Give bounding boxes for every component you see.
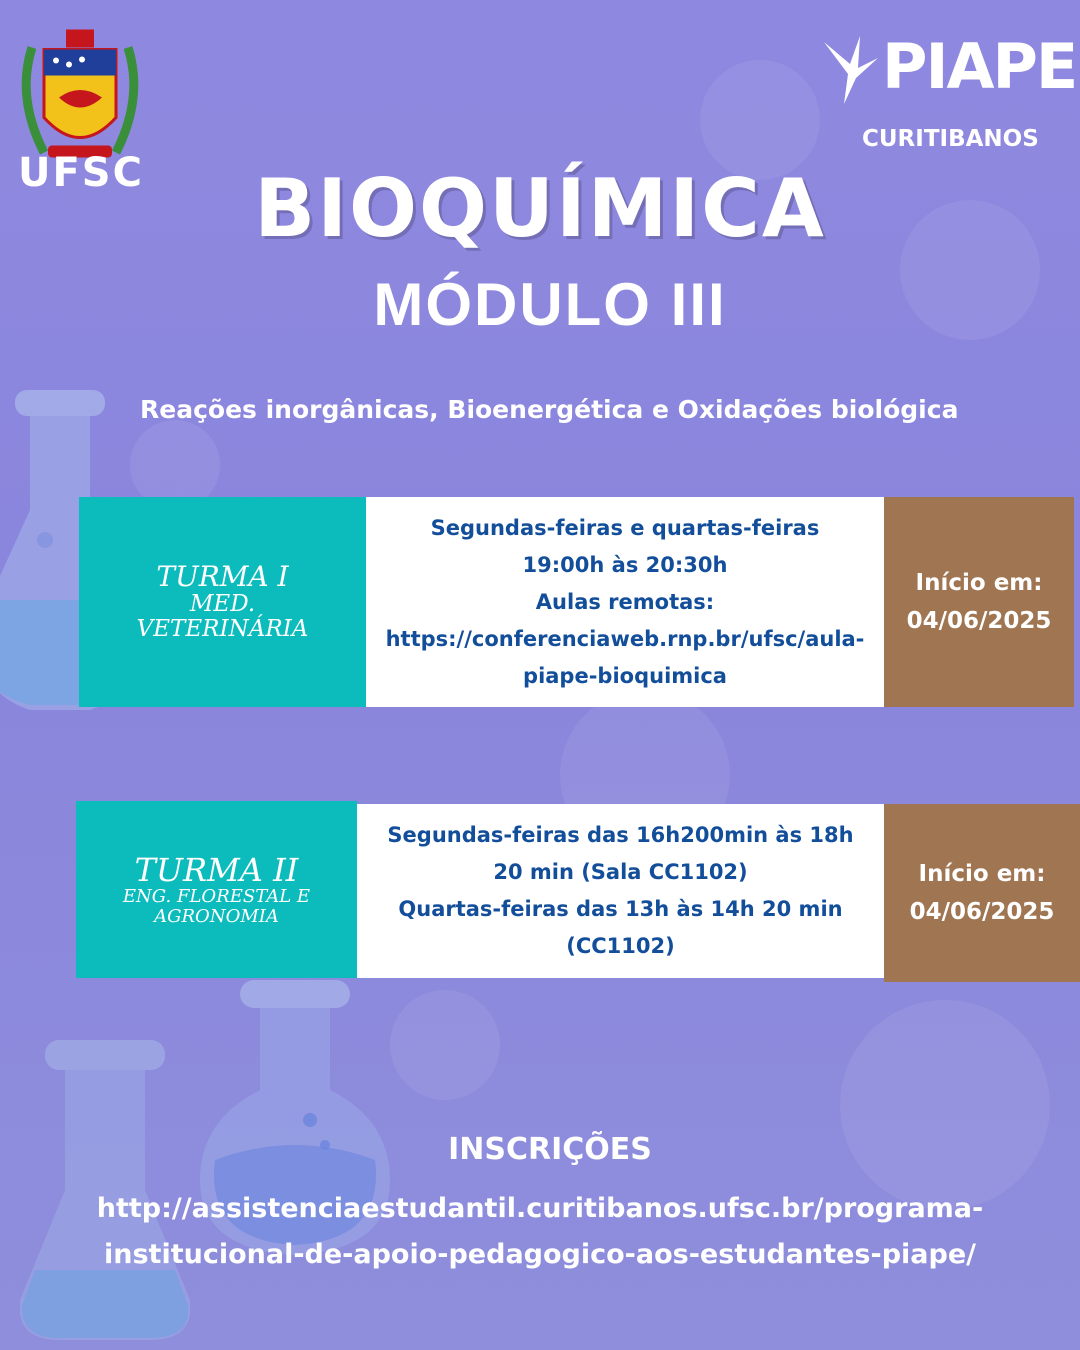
registration-url-line2[interactable]: institucional-de-apoio-pedagogico-aos-estudantes-piape/ — [103, 1239, 977, 1270]
piape-logo-text: PIAPE — [882, 30, 1077, 103]
registration-link[interactable] — [0, 1186, 1080, 1278]
turma-2-start-cell — [884, 804, 1080, 982]
turma-1-start-date: 04/06/2025 — [906, 608, 1052, 634]
turma-1-name: TURMA I — [156, 560, 289, 593]
turma-1-schedule-cell — [366, 497, 884, 707]
turma-2-name-cell — [76, 801, 357, 978]
ufsc-logo-text: UFSC — [18, 150, 144, 196]
module-topics: Reações inorgânicas, Bioenergética e Oxidações biológica — [140, 395, 959, 424]
piape-bird-icon — [820, 34, 882, 104]
turma-1-course-line2: VETERINÁRIA — [136, 616, 309, 642]
turma-2-start-label: Início em: — [918, 861, 1046, 887]
turma-1-remote-link[interactable]: piape-bioquimica — [523, 663, 727, 688]
module-subtitle: MÓDULO III — [373, 271, 727, 338]
registration-heading: INSCRIÇÕES — [448, 1132, 652, 1167]
turma-2-schedule-cell — [357, 804, 884, 978]
piape-logo — [820, 30, 1077, 105]
turma-2-course-line1: ENG. FLORESTAL E — [122, 885, 311, 907]
turma-2-start-date: 04/06/2025 — [909, 899, 1055, 925]
background-bubble — [390, 990, 500, 1100]
piape-location: CURITIBANOS — [862, 126, 1039, 152]
background-bubble — [840, 1000, 1050, 1210]
turma-1-course-line1: MED. — [189, 591, 256, 617]
turma-1-start-label: Início em: — [915, 570, 1043, 596]
turma-2-course-line2: AGRONOMIA — [154, 905, 279, 927]
turma-1-start-cell — [884, 497, 1074, 707]
turma-2-schedule-line: Segundas-feiras das 16h200min às 18h — [387, 823, 854, 847]
turma-1-remote-link[interactable]: https://conferenciaweb.rnp.br/ufsc/aula- — [385, 626, 865, 651]
turma-2-schedule-line: (CC1102) — [566, 934, 675, 958]
turma-2-name: TURMA II — [134, 850, 299, 889]
registration-url-line1[interactable]: http://assistenciaestudantil.curitibanos.ufsc.br/programa- — [96, 1193, 984, 1224]
turma-1-schedule-line: Segundas-feiras e quartas-feiras — [430, 515, 820, 540]
turma-1-schedule-line: Aulas remotas: — [535, 589, 715, 614]
turma-2-schedule-line: 20 min (Sala CC1102) — [493, 860, 748, 884]
turma-2-schedule-line: Quartas-feiras das 13h às 14h 20 min — [398, 897, 843, 921]
turma-1-schedule-line: 19:00h às 20:30h — [522, 552, 728, 577]
turma-1-name-cell — [79, 497, 366, 707]
page-title: BIOQUÍMICA — [254, 162, 826, 255]
